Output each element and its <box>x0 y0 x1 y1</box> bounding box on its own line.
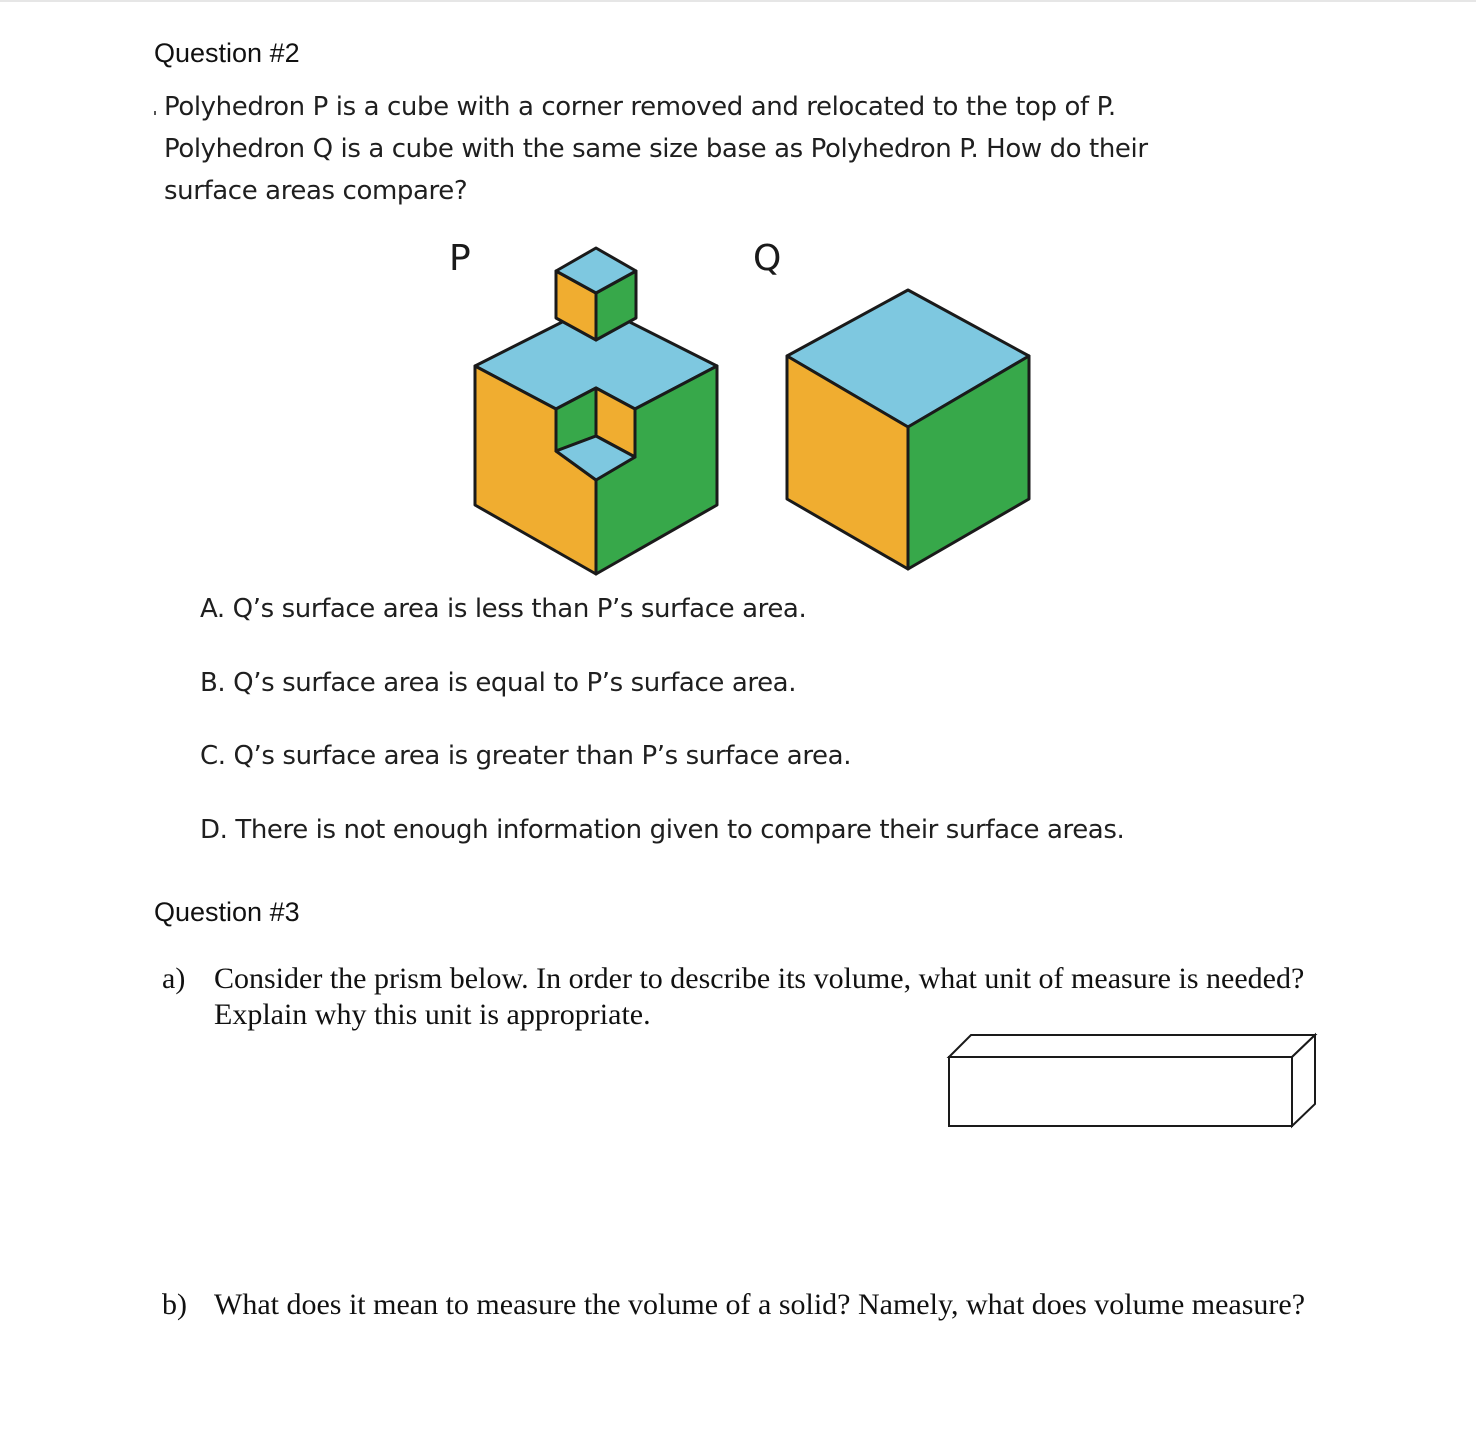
part-b-question: What does it mean to measure the volume of a solid? Namely, what does volume measure? <box>214 1288 1306 1321</box>
part-a-question-line: Explain why this unit is appropriate. <box>214 998 651 1031</box>
part-a-question-line: Consider the prism below. In order to describe its volume, what unit of measure is needed? <box>214 962 1305 995</box>
answer-choice-d: D. There is not enough information given to compare their surface areas. <box>200 815 1125 845</box>
answer-choice-a: A. Q’s surface area is less than P’s surface area. <box>200 594 807 624</box>
answer-choice-b: B. Q’s surface area is equal to P’s surface area. <box>200 668 797 698</box>
prompt-line: Polyhedron P is a cube with a corner removed and relocated to the top of P. <box>164 92 1116 122</box>
rectangular-prism <box>949 1035 1315 1126</box>
polyhedron-q <box>787 290 1029 569</box>
polyhedron-q-label: Q <box>753 238 782 279</box>
prompt-line: Polyhedron Q is a cube with the same size base as Polyhedron P. How do their <box>164 134 1148 164</box>
part-b-marker: b) <box>162 1288 187 1321</box>
prism-front-face <box>949 1057 1292 1126</box>
polyhedron-p <box>475 248 717 574</box>
question-2-heading: Question #2 <box>154 38 300 68</box>
polyhedron-p-label: P <box>449 238 471 279</box>
prompt-line: surface areas compare? <box>164 176 468 206</box>
part-a-marker: a) <box>162 962 186 995</box>
prism-top-face <box>949 1035 1315 1057</box>
question-3-heading: Question #3 <box>154 897 300 927</box>
answer-choice-c: C. Q’s surface area is greater than P’s surface area. <box>200 741 852 771</box>
